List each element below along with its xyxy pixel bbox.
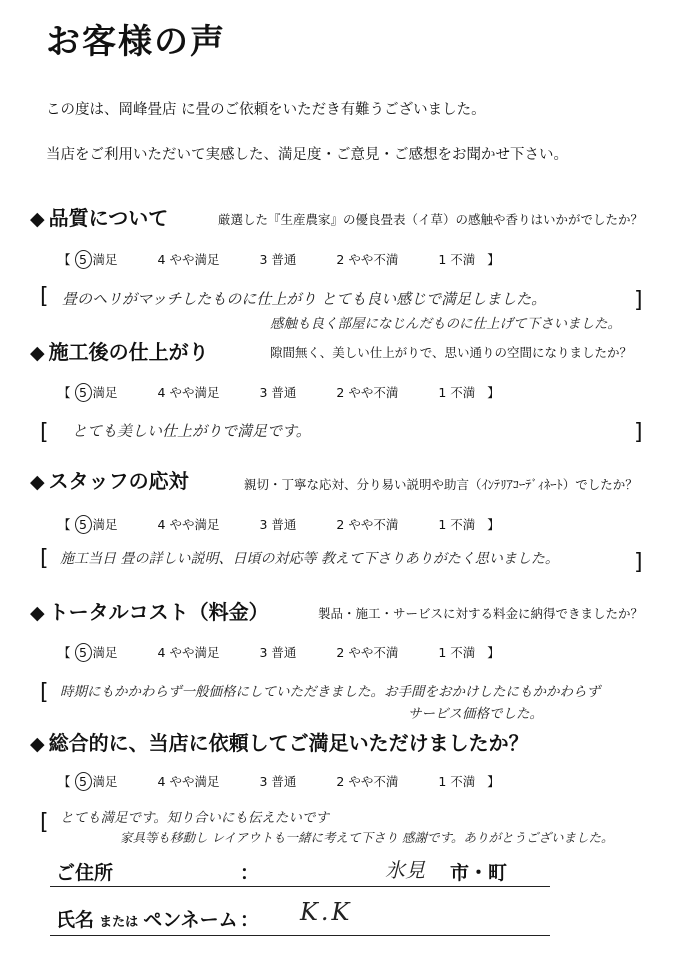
rating-option-4[interactable]: 4 やや満足	[157, 774, 220, 789]
rating-option-3[interactable]: 3 普通	[259, 385, 297, 400]
answer-cost-line-1: 時期にもかかわらず一般価格にしていただきました。お手間をおかけしたにもかかわらず	[60, 684, 600, 700]
address-underline	[50, 886, 550, 887]
answer-bracket-close: ]	[634, 288, 643, 313]
answer-quality-line-2: 感触も良く部屋になじんだものに仕上げて下さいました。	[270, 316, 621, 332]
section-finish-desc: 隙間無く、美しい仕上がりで、思い通りの空間になりましたか？	[270, 345, 633, 360]
rating-option-4[interactable]: 4 やや満足	[157, 645, 220, 660]
name-value: K.K	[300, 898, 353, 926]
name-underline	[50, 935, 550, 936]
section-staff-title: ◆ スタッフの応対	[30, 469, 189, 493]
answer-bracket-open: [	[40, 680, 49, 705]
rating-option-1[interactable]: 1 不満	[438, 385, 476, 400]
section-quality-desc: 厳選した『生産農家』の優良畳表（イ草）の感触や香りはいかがでしたか？	[218, 212, 644, 227]
answer-overall-line-1: とても満足です。知り合いにも伝えたいです	[60, 810, 329, 826]
rating-row-overall: 【 5 満足 4 やや満足 3 普通 2 やや不満 1 不満 】	[58, 774, 500, 789]
rating-option-3[interactable]: 3 普通	[259, 517, 297, 532]
section-quality-title: ◆ 品質について	[30, 206, 169, 230]
rating-row-finish: 【 5 満足 4 やや満足 3 普通 2 やや不満 1 不満 】	[58, 385, 500, 400]
rating-option-5-selected[interactable]: 5 満足	[75, 772, 118, 791]
rating-row-staff: 【 5 満足 4 やや満足 3 普通 2 やや不満 1 不満 】	[58, 517, 500, 532]
rating-option-1[interactable]: 1 不満	[438, 517, 476, 532]
rating-option-2[interactable]: 2 やや不満	[336, 774, 399, 789]
rating-option-5-selected[interactable]: 5 満足	[75, 643, 118, 662]
answer-bracket-close: ]	[634, 420, 643, 445]
intro-line-2: 当店をご利用いただいて実感した、満足度・ご意見・ご感想をお聞かせ下さい。	[46, 147, 568, 163]
rating-option-3[interactable]: 3 普通	[259, 645, 297, 660]
diamond-icon: ◆	[30, 733, 45, 755]
rating-row-quality: 【 5 満足 4 やや満足 3 普通 2 やや不満 1 不満 】	[58, 252, 500, 267]
diamond-icon: ◆	[30, 342, 45, 364]
answer-bracket-open: [	[40, 284, 49, 309]
section-staff-desc: 親切・丁寧な応対、分り易い説明や助言（ｲﾝﾃﾘｱｺｰﾃﾞｨﾈｰﾄ）でしたか？	[244, 477, 638, 492]
intro-line-1: この度は、岡峰畳店 に畳のご依頼をいただき有難うございました。	[46, 102, 486, 118]
diamond-icon: ◆	[30, 471, 45, 493]
rating-option-2[interactable]: 2 やや不満	[336, 645, 399, 660]
rating-option-4[interactable]: 4 やや満足	[157, 517, 220, 532]
rating-option-2[interactable]: 2 やや不満	[336, 252, 399, 267]
rating-row-cost: 【 5 満足 4 やや満足 3 普通 2 やや不満 1 不満 】	[58, 645, 500, 660]
name-label-group: 氏名 または ペンネーム	[56, 909, 238, 931]
section-cost-title: ◆ トータルコスト（料金）	[30, 600, 269, 624]
rating-option-4[interactable]: 4 やや満足	[157, 252, 220, 267]
answer-bracket-close: ]	[634, 550, 643, 575]
diamond-icon: ◆	[30, 602, 45, 624]
diamond-icon: ◆	[30, 208, 45, 230]
answer-cost-line-2: サービス価格でした。	[408, 706, 543, 722]
answer-bracket-open: [	[40, 810, 49, 835]
page-title: お客様の声	[46, 22, 226, 62]
answer-quality-line-1: 畳のヘリがマッチしたものに仕上がり とても良い感じで満足しました。	[62, 290, 547, 308]
rating-option-3[interactable]: 3 普通	[259, 252, 297, 267]
rating-option-1[interactable]: 1 不満	[438, 645, 476, 660]
answer-bracket-open: [	[40, 420, 49, 445]
rating-option-5-selected[interactable]: 5 満足	[75, 383, 118, 402]
address-value: 氷見	[385, 858, 425, 882]
section-overall-title: ◆ 総合的に、当店に依頼してご満足いただけましたか？	[30, 731, 529, 755]
rating-option-1[interactable]: 1 不満	[438, 252, 476, 267]
answer-staff-line-1: 施工当日 畳の詳しい説明、日頃の対応等 教えて下さりありがたく思いました。	[60, 551, 559, 567]
address-suffix: 市・町	[450, 862, 508, 884]
rating-option-5-selected[interactable]: 5 満足	[75, 515, 118, 534]
answer-bracket-open: [	[40, 546, 49, 571]
rating-option-3[interactable]: 3 普通	[259, 774, 297, 789]
rating-option-2[interactable]: 2 やや不満	[336, 517, 399, 532]
answer-overall-line-2: 家具等も移動し レイアウトも一緒に考えて下さり 感謝です。ありがとうございました。	[120, 830, 614, 845]
answer-finish-line-1: とても美しい仕上がりで満足です。	[72, 422, 311, 440]
section-cost-desc: 製品・施工・サービスに対する料金に納得できましたか？	[318, 606, 644, 621]
name-colon: ：	[240, 909, 260, 931]
rating-option-4[interactable]: 4 やや満足	[157, 385, 220, 400]
address-label: ご住所	[56, 862, 114, 884]
rating-option-2[interactable]: 2 やや不満	[336, 385, 399, 400]
rating-option-5-selected[interactable]: 5 満足	[75, 250, 118, 269]
address-colon: ：	[240, 862, 260, 884]
section-finish-title: ◆ 施工後の仕上がり	[30, 340, 209, 364]
rating-option-1[interactable]: 1 不満	[438, 774, 476, 789]
